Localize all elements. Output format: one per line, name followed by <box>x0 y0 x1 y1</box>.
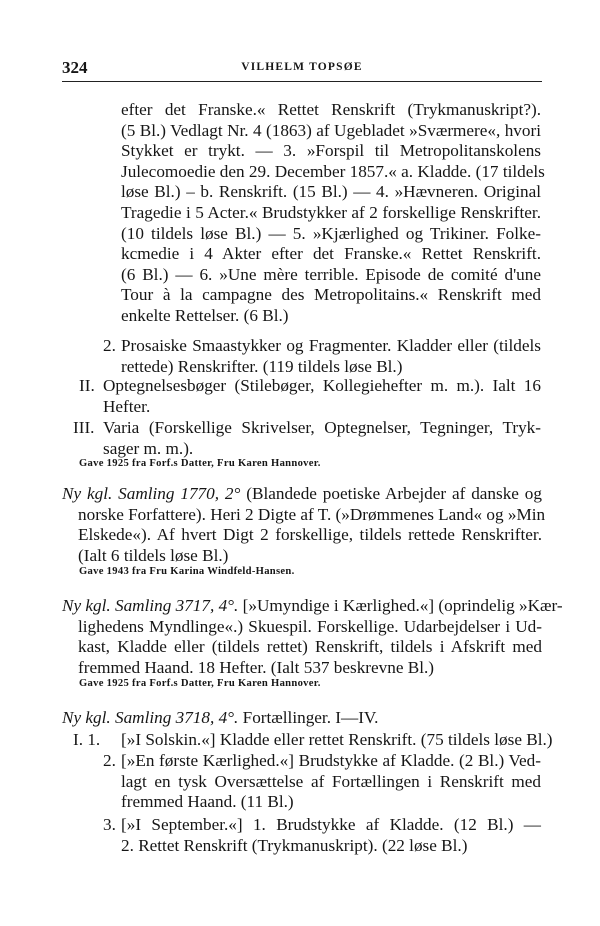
text-line: Optegnelsesbøger (Stilebøger, Kollegiehefter m. m.). Ialt 16 <box>103 376 541 395</box>
text-line: (10 tildels løse Bl.) — 5. »Kjærlighed og Trikiner. Folke- <box>121 223 541 243</box>
text-line: 2. Rettet Renskrift (Trykmanuskript). (22 løse Bl.) <box>121 835 468 855</box>
text-line: Varia (Forskellige Skrivelser, Optegnelser, Tegninger, Tryk- <box>103 418 541 437</box>
continuation-paragraph <box>121 100 545 327</box>
text-line: Tragedie i 5 Acter.« Brudstykker af 2 forskellige Renskrifter. <box>121 202 541 222</box>
text-line: (6 Bl.) — 6. »Une mère terrible. Episode de comité d'une <box>121 264 541 284</box>
text-line <box>62 484 542 505</box>
text-line: Julecomoedie den 29. December 1857.« a. Kladde. (17 tildels <box>121 161 545 181</box>
list-item <box>121 336 541 377</box>
page-header <box>62 58 542 80</box>
list-item <box>121 751 541 813</box>
list-item <box>103 418 541 459</box>
item-label: 2. <box>103 336 116 355</box>
text-line: sager m. m.). <box>103 438 194 458</box>
text-line <box>62 596 563 617</box>
catalog-entry <box>62 708 542 729</box>
item-label: III. <box>73 418 95 437</box>
text-line: enkelte Rettelser. (6 Bl.) <box>121 305 289 325</box>
text-line: lagt en tysk Oversættelse af Fortællingen i Renskrift med <box>121 771 541 791</box>
text-line: fremmed Haand. 18 Hefter. (Ialt 537 beskrevne Bl.) <box>78 657 435 677</box>
text-line: efter det Franske.« Rettet Renskrift (Trykmanuskript?). <box>121 100 541 119</box>
text-line: kast, Kladde eller (tildels rettet) Renskrift, tildels i Afskrift med <box>78 637 542 657</box>
header-rule <box>62 81 542 82</box>
text-line: rettede) Renskrifter. (119 tildels løse Bl.) <box>121 356 403 376</box>
provenance-note: Gave 1943 fra Fru Karina Windfeld-Hansen. <box>79 566 295 577</box>
list-item <box>103 376 541 417</box>
text-line: [»I September.«] 1. Brudstykke af Kladde. (12 Bl.) — <box>121 815 541 834</box>
page-number: 324 <box>62 58 88 77</box>
text-line: [»Umyndige i Kærlighed.«] (oprindelig »Kær- <box>242 596 563 615</box>
shelfmark: Ny kgl. Samling 3717, 4°. <box>62 596 239 615</box>
text-line: Prosaiske Smaastykker og Fragmenter. Kladder eller (tildels <box>121 336 541 355</box>
shelfmark: Ny kgl. Samling 3718, 4°. <box>62 708 239 727</box>
item-label: I. 1. <box>73 730 101 749</box>
text-line: Stykket er trykt. — 3. »Forspil til Metropolitanskolens <box>121 141 541 161</box>
shelfmark: Ny kgl. Samling 1770, 2° <box>62 484 241 503</box>
catalog-entry <box>62 596 563 678</box>
text-line: [»I Solskin.«] Kladde eller rettet Renskrift. (75 tildels løse Bl.) <box>121 730 553 749</box>
text-line <box>62 708 542 729</box>
text-line: Tour à la campagne des Metropolitains.« Renskrift med <box>121 285 541 305</box>
item-label: 2. <box>103 751 116 770</box>
text-line: [»En første Kærlighed.«] Brudstykke af Kladde. (2 Bl.) Ved- <box>121 751 541 770</box>
list-item <box>121 730 553 751</box>
provenance-note: Gave 1925 fra Forf.s Datter, Fru Karen Hannover. <box>79 678 321 689</box>
text-line: (Ialt 6 tildels løse Bl.) <box>78 545 229 565</box>
provenance-note: Gave 1925 fra Forf.s Datter, Fru Karen Hannover. <box>79 458 321 469</box>
text-line: (Blandede poetiske Arbejder af danske og <box>246 484 542 503</box>
text-line: løse Bl.) – b. Renskrift. (15 Bl.) — 4. »Hævneren. Original <box>121 182 541 202</box>
text-line: Hefter. <box>103 396 151 416</box>
running-title: VILHELM TOPSØE <box>241 61 363 73</box>
text-line: kcmedie i 4 Akter efter det Franske.« Rettet Renskrift. <box>121 244 541 264</box>
text-line: Fortællinger. I—IV. <box>242 708 379 727</box>
item-label: II. <box>79 376 95 395</box>
catalog-entry <box>62 484 546 566</box>
item-label: 3. <box>103 815 116 834</box>
text-line: fremmed Haand. (11 Bl.) <box>121 792 294 812</box>
text-line: norske Forfattere). Heri 2 Digte af T. (»Drømmenes Land« og »Min <box>78 504 546 524</box>
text-line: lighedens Myndlinge«.) Skuespil. Forskellige. Udarbejdelser i Ud- <box>78 616 542 636</box>
text-line: Elskede«). Af hvert Digt 2 forskellige, tildels rettede Renskrifter. <box>78 525 542 545</box>
text-line: (5 Bl.) Vedlagt Nr. 4 (1863) af Ugebladet »Sværmere«, hvori <box>121 120 541 140</box>
list-item <box>121 815 541 856</box>
